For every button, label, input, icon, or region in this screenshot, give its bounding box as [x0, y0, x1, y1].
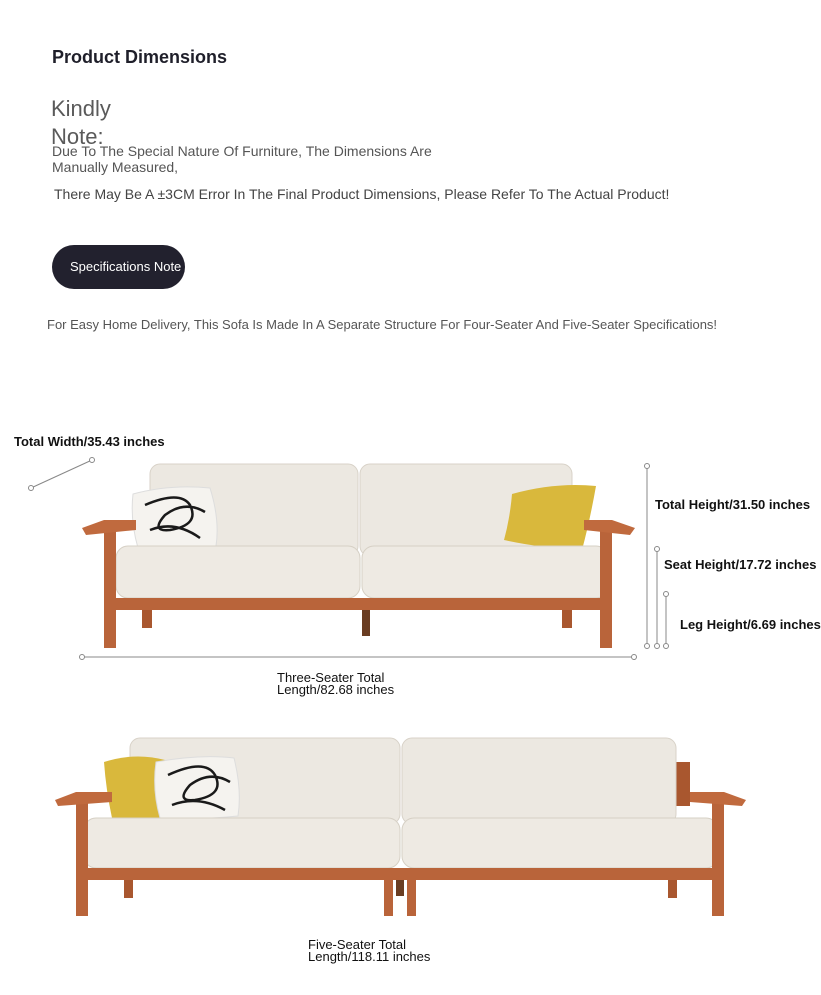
- yellow-pillow: [504, 485, 596, 550]
- leg-height-label: Leg Height/6.69 inches: [680, 617, 821, 632]
- three-seater-length-label: Three-Seater Total Length/82.68 inches: [277, 670, 395, 697]
- five-seater-length-label: Five-Seater Total Length/118.11 inches: [308, 937, 431, 964]
- note-line-2: There May Be A ±3CM Error In The Final Product Dimensions, Please Refer To The Actual Product!: [54, 186, 670, 202]
- specifications-note-label: Specifications Note: [70, 259, 182, 274]
- total-width-label: Total Width/35.43 inches: [14, 434, 165, 449]
- kindly-note-title: Kindly Note:: [51, 96, 111, 149]
- page-title: Product Dimensions: [52, 47, 228, 67]
- total-height-label: Total Height/31.50 inches: [655, 497, 811, 512]
- note-line-1: Due To The Special Nature Of Furniture, The Dimensions Are Manually Measured,: [52, 143, 432, 175]
- patterned-pillow: [132, 487, 217, 549]
- delivery-note: For Easy Home Delivery, This Sofa Is Made In A Separate Structure For Four-Seater And Five-Seater Specifications!: [47, 317, 718, 332]
- patterned-pillow-2: [155, 757, 240, 819]
- three-seater-sofa: [29, 458, 669, 660]
- five-seater-sofa: [55, 738, 746, 916]
- seat-height-label: Seat Height/17.72 inches: [664, 557, 817, 572]
